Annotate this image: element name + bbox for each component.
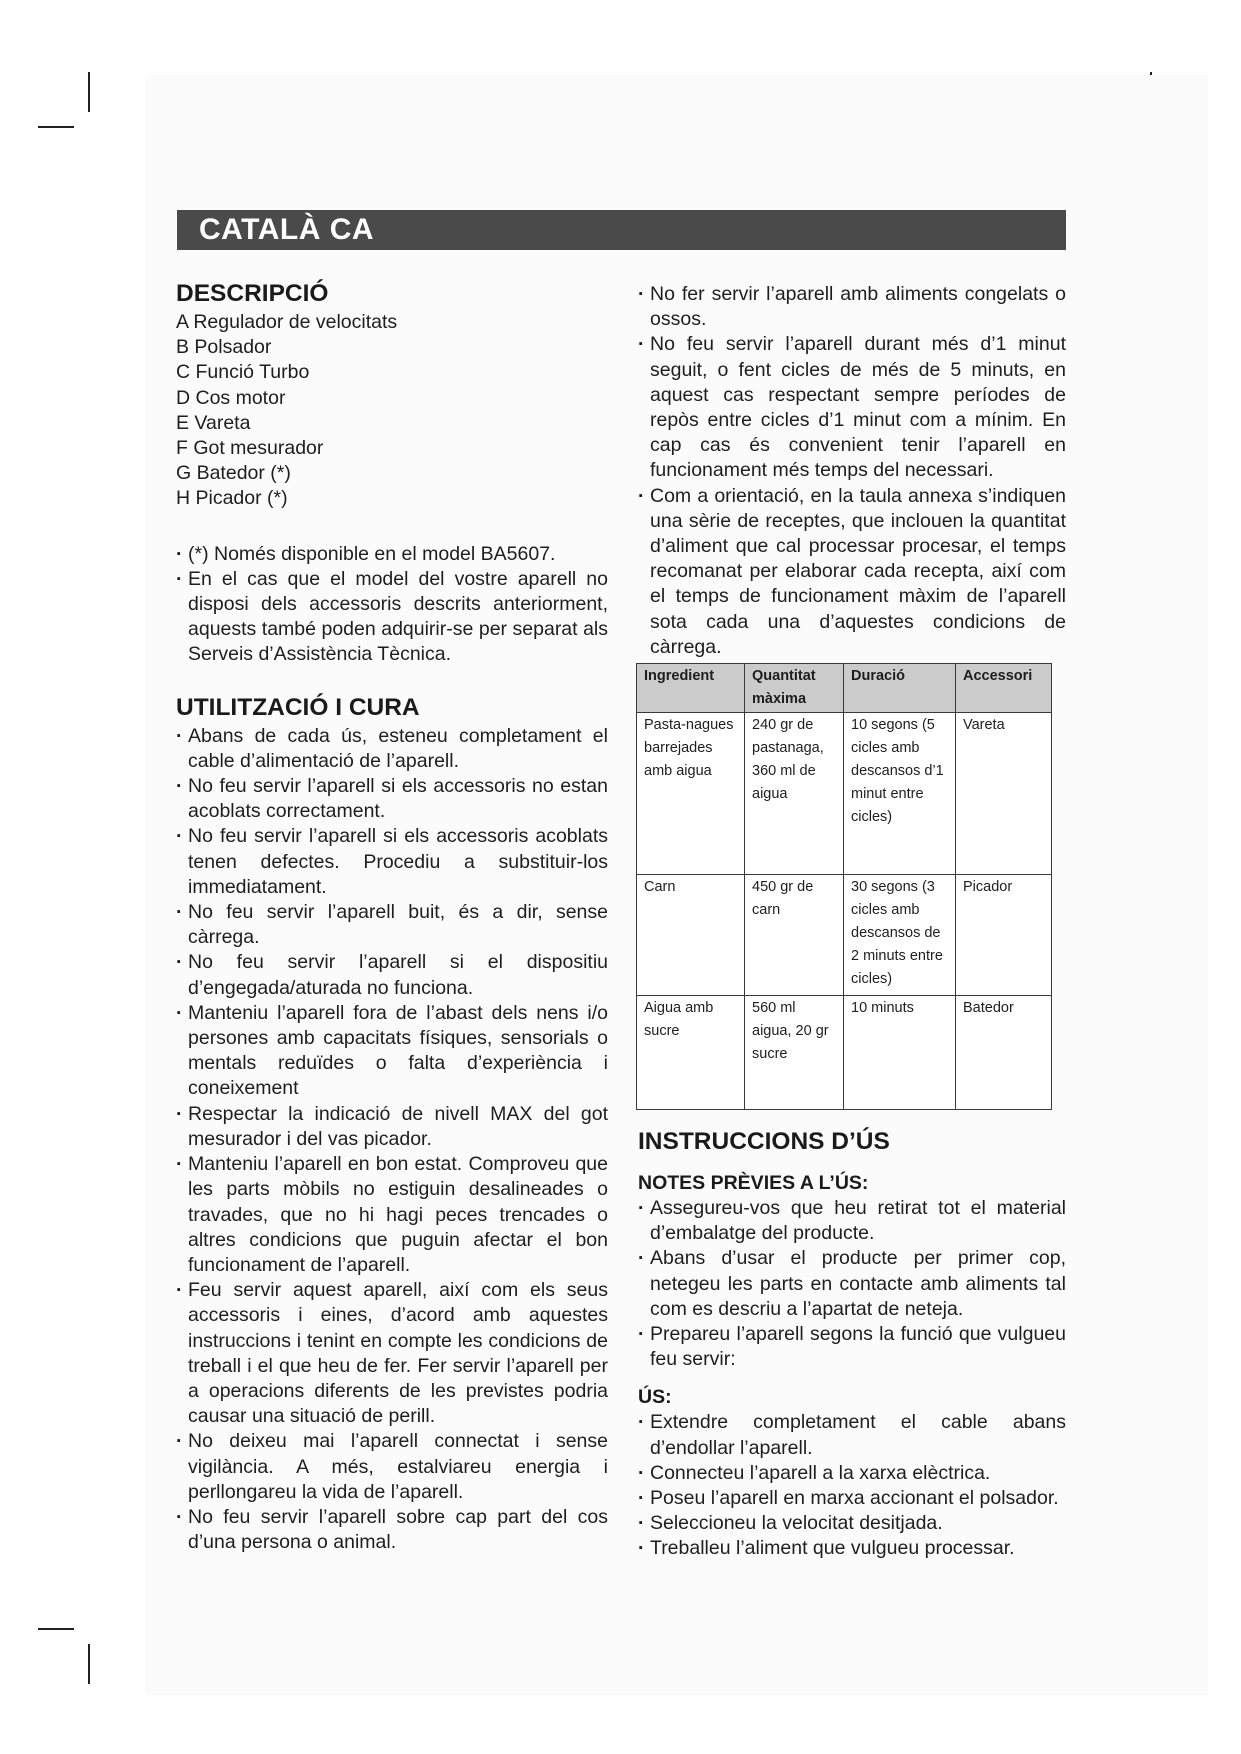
care-item: · No feu servir l’aparell durant més d’1 minut seguit, o fent cicles de més de 5 minuts, en aquest cas respectant sempre períodes de repòs entre cicles d’1 minut com a mínim. En cap cas és convenient tenir l’aparell en funcionament més temps del necessari. [638,332,1066,483]
care-item: · No deixeu mai l’aparell connectat i sense vigilància. A més, estalviareu energia i perllongareu la vida de l’aparell. [176,1429,608,1505]
care-item: · Abans de cada ús, esteneu completament el cable d’alimentació de l’aparell. [176,724,608,774]
table-cell: Batedor [956,996,1052,1110]
care-item: · Com a orientació, en la taula annexa s’indiquen una sèrie de receptes, que inclouen la quantitat d’aliment que cal processar procesar, el temps recomanat per elaborar cada recepta, així com el temps de funcionament màxim de l’aparell sota cada una d’aquestes condicions de càrrega. [638,484,1066,660]
step-item: · Seleccioneu la velocitat desitjada. [638,1511,1066,1536]
parts-list [176,310,608,512]
note-item: · Prepareu l’aparell segons la funció que vulgueu feu servir: [638,1322,1066,1372]
instruccions-heading: INSTRUCCIONS D’ÚS [638,1128,890,1156]
care-item: · Feu servir aquest aparell, així com els seus accessoris i eines, d’acord amb aquestes instruccions i tenint en compte les condicions de treball i el que heu de fer. Fer servir l’aparell per a operacions diferents de les previstes podria causar una situació de perill. [176,1278,608,1429]
care-item: · Manteniu l’aparell fora de l’abast dels nens i/o persones amb capacitats físiques, sensorials o mentals reduïdes o falta d’experiència i coneixement [176,1001,608,1102]
care-item: · No feu servir l’aparell si els accessoris no estan acoblats correctament. [176,774,608,824]
header-cell: Duració [844,664,956,713]
table-cell: 240 gr de pastanaga, 360 ml de aigua [745,713,844,875]
descripcio-heading: DESCRIPCIÓ [176,280,329,307]
table-cell: 10 minuts [844,996,956,1110]
table-row [637,875,1052,996]
utilitzacio-continued [638,282,1066,660]
note-item: · (*) Només disponible en el model BA5607. [176,542,608,567]
care-item: · Respectar la indicació de nivell MAX del got mesurador i del vas picador. [176,1102,608,1152]
table-cell: Aigua amb sucre [637,996,745,1110]
crop-mark [38,126,74,128]
part-item: B Polsador [176,336,272,359]
care-item: · No fer servir l’aparell amb aliments congelats o ossos. [638,282,1066,332]
care-item: · No feu servir l’aparell si el dispositiu d’engegada/aturada no funciona. [176,950,608,1000]
utilitzacio-heading: UTILITZACIÓ I CURA [176,693,420,721]
right-column [638,282,1066,1562]
crop-mark [88,72,90,112]
table-row [637,996,1052,1110]
language-banner [177,210,1066,250]
part-item: F Got mesurador [176,437,324,460]
table-cell: Vareta [956,713,1052,875]
care-item: · No feu servir l’aparell si els accessoris acoblats tenen defectes. Procediu a substituir-los immediatament. [176,824,608,900]
utilitzacio-list [176,724,608,1556]
notes-heading: NOTES PRÈVIES A L’ÚS: [638,1172,869,1195]
step-item: · Extendre completament el cable abans d’endollar l’aparell. [638,1410,1066,1460]
step-item: · Treballeu l’aliment que vulgueu processar. [638,1536,1066,1561]
left-column [176,278,608,1555]
us-heading: ÚS: [638,1386,672,1409]
header-cell: Ingredient [637,664,745,713]
crop-mark [38,1628,74,1630]
part-item: G Batedor (*) [176,462,291,485]
table-cell: 10 segons (5 cicles amb descansos d’1 minut entre cicles) [844,713,956,875]
note-item: · Assegureu-vos que heu retirat tot el material d’embalatge del producte. [638,1196,1066,1246]
step-item: · Poseu l’aparell en marxa accionant el polsador. [638,1486,1066,1511]
part-item: D Cos motor [176,386,286,409]
banner-title: CATALÀ CA [199,213,375,246]
table-cell: 30 segons (3 cicles amb descansos de 2 minuts entre cicles) [844,875,956,996]
part-item: A Regulador de velocitats [176,311,398,333]
header-cell: Accessori [956,664,1052,713]
recipe-table [636,663,1052,1110]
notes-list [638,1196,1066,1372]
table-cell: Pasta-nagues barrejades amb aigua [637,713,745,875]
table-cell: Picador [956,875,1052,996]
care-item: · No feu servir l’aparell buit, és a dir, sense càrrega. [176,900,608,950]
part-item: C Funció Turbo [176,361,310,384]
table-row [637,713,1052,875]
table-cell: 560 ml aigua, 20 gr sucre [745,996,844,1110]
table-header-row [637,664,1052,713]
note-item: · Abans d’usar el producte per primer cop, netegeu les parts en contacte amb aliments tal com es descriu a l’apartat de neteja. [638,1246,1066,1322]
part-item: E Vareta [176,411,251,434]
descripcio-notes [176,542,608,668]
table-cell: Carn [637,875,745,996]
note-item: · En el cas que el model del vostre aparell no disposi dels accessoris descrits anteriorment, aquests també poden adquirir-se per separat als Serveis d’Assistència Tècnica. [176,567,608,668]
step-item: · Connecteu l’aparell a la xarxa elèctrica. [638,1461,1066,1486]
care-item: · Manteniu l’aparell en bon estat. Comproveu que les parts mòbils no estiguin desalineades o travades, que no hi hagi peces trencades o altres condicions que puguin afectar el bon funcionament de l’aparell. [176,1152,608,1278]
table-cell: 450 gr de carn [745,875,844,996]
crop-mark [88,1644,90,1684]
us-list [638,1410,1066,1561]
care-item: · No feu servir l’aparell sobre cap part del cos d’una persona o animal. [176,1505,608,1555]
part-item: H Picador (*) [176,487,288,510]
header-cell: Quantitat màxima [745,664,844,713]
